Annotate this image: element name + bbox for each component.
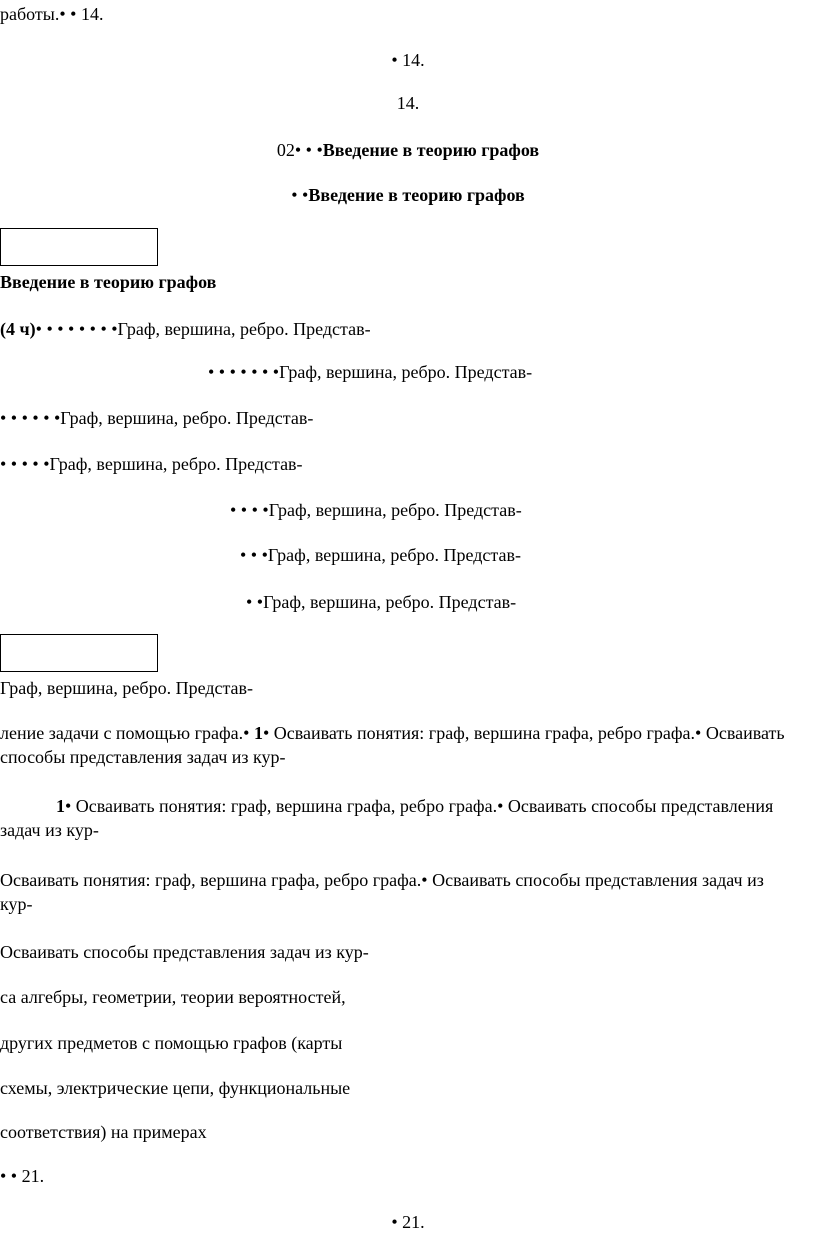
heading-line — [0, 139, 816, 161]
text-fragment: • Осваивать понятия: граф, вершина графа, ребро графа.• Осваивать способы представления задач из кур- — [0, 796, 774, 840]
text-paragraph — [0, 721, 790, 769]
number-marker: 1 — [56, 796, 65, 816]
empty-box — [0, 228, 158, 266]
bullets: 02• • • — [276, 140, 323, 160]
text-line: • 21. — [391, 1212, 425, 1232]
text-paragraph — [0, 794, 790, 842]
heading-text: Введение в теорию графов — [308, 185, 525, 205]
text-line — [0, 318, 371, 340]
bullets: • • — [291, 185, 309, 205]
text-line: • 14. — [391, 50, 425, 70]
empty-box — [0, 634, 158, 672]
text-line: • •Граф, вершина, ребро. Представ- — [246, 592, 517, 612]
heading-line — [0, 184, 816, 206]
text-fragment: ление задачи с помощью графа.• — [0, 723, 254, 743]
text-line: Осваивать способы представления задач из кур- — [0, 942, 369, 962]
text-line: • • • •Граф, вершина, ребро. Представ- — [230, 500, 522, 520]
text-fragment: • • • • • • • •Граф, вершина, ребро. Представ- — [35, 319, 371, 339]
hours-label: (4 ч) — [0, 319, 36, 339]
text-line: • • • • • • •Граф, вершина, ребро. Представ- — [208, 362, 533, 382]
text-line: работы.• • 14. — [0, 4, 104, 24]
heading-text: Введение в теорию графов — [322, 140, 540, 160]
text-line: других предметов с помощью графов (карты — [0, 1033, 343, 1053]
text-line: Граф, вершина, ребро. Представ- — [0, 678, 254, 698]
text-line: 14. — [396, 93, 420, 113]
text-line: • • • • • •Граф, вершина, ребро. Представ- — [0, 408, 314, 428]
text-line: • • •Граф, вершина, ребро. Представ- — [240, 545, 521, 565]
number-marker: 1 — [253, 723, 263, 743]
section-title: Введение в теорию графов — [0, 272, 217, 292]
text-line: схемы, электрические цепи, функциональные — [0, 1078, 351, 1098]
text-line: са алгебры, геометрии, теории вероятностей, — [0, 987, 346, 1007]
text-paragraph: Осваивать понятия: граф, вершина графа, ребро графа.• Осваивать способы представления задач из кур- — [0, 870, 764, 914]
text-fragment: • Осваивать понятия: граф, вершина графа, ребро графа.• Осваивать способы представления задач из кур- — [0, 723, 785, 767]
text-line: соответствия) на примерах — [0, 1122, 207, 1142]
text-line: • • 21. — [0, 1166, 45, 1186]
text-line: • • • • •Граф, вершина, ребро. Представ- — [0, 454, 303, 474]
